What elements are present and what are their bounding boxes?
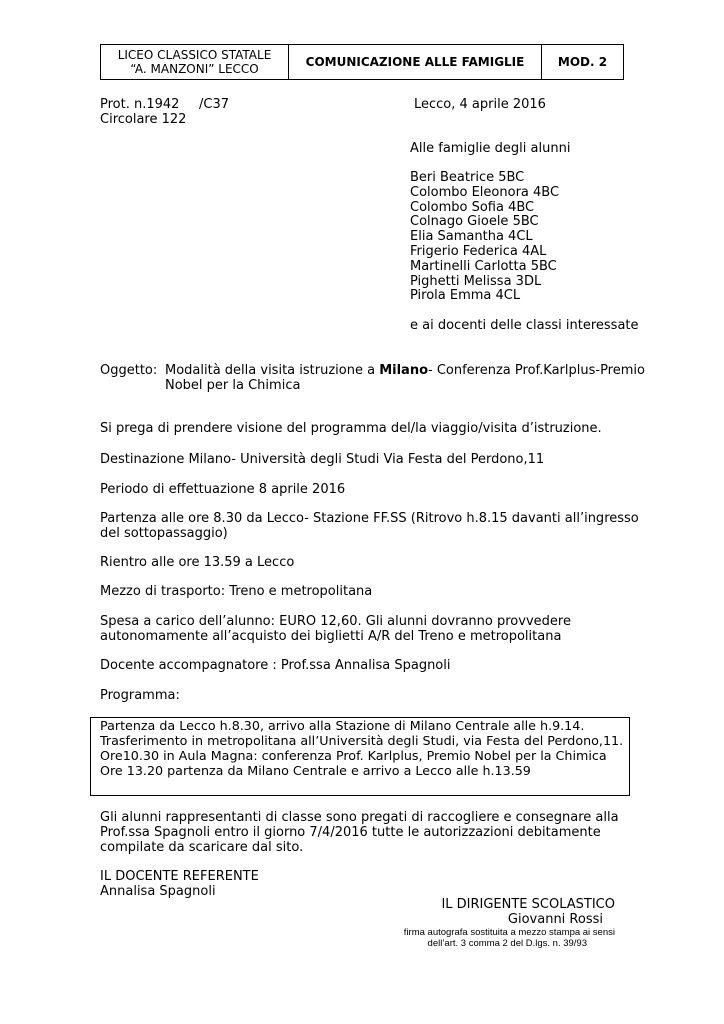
referente-block xyxy=(100,869,630,899)
program-item: Trasferimento in metropolitana all’Università degli Studi, via Festa del Perdono,11. xyxy=(100,733,624,748)
closing-line1: Gli alunni rappresentanti di classe sono pregati di raccogliere e consegnare alla xyxy=(100,810,619,825)
program-box xyxy=(90,717,630,796)
return-line: Rientro alle ore 13.59 a Lecco xyxy=(100,555,295,570)
program-label: Programma: xyxy=(100,688,180,703)
list-item: Colombo Eleonora 4BC xyxy=(410,184,560,200)
referente-name: Annalisa Spagnoli xyxy=(100,884,216,899)
list-item: Colnago Gioele 5BC xyxy=(410,214,539,230)
list-item: Beri Beatrice 5BC xyxy=(410,170,525,185)
program-item: Ore10.30 in Aula Magna: conferenza Prof. Karlplus, Premio Nobel per la Chimica xyxy=(100,748,607,763)
document-header-table xyxy=(100,44,624,80)
recipients-intro: Alle famiglie degli alunni xyxy=(410,141,571,156)
student-list xyxy=(410,171,559,304)
list-item: Elia Samantha 4CL xyxy=(410,229,533,245)
cost-line2: autonomamente all’acquisto dei biglietti A/R del Treno e metropolitana xyxy=(100,629,562,644)
referente-title: IL DOCENTE REFERENTE xyxy=(100,869,259,884)
departure-line1: Partenza alle ore 8.30 da Lecco- Stazione FF.SS (Ritrovo h.8.15 davanti all’ingresso xyxy=(100,511,639,526)
list-item: Pighetti Melissa 3DL xyxy=(410,273,542,289)
subject-text-part1: Modalità della visita istruzione a xyxy=(165,363,380,378)
school-name-cell xyxy=(101,45,289,79)
dirigente-name: Giovanni Rossi xyxy=(507,912,603,927)
school-name-line2: “A. MANZONI” LECCO xyxy=(130,62,259,76)
destination-line: Destinazione Milano- Università degli Studi Via Festa del Perdono,11 xyxy=(100,452,545,467)
subject-destination: Milano xyxy=(379,363,429,378)
list-item: Colombo Sofia 4BC xyxy=(410,199,535,215)
list-item: Martinelli Carlotta 5BC xyxy=(410,258,557,274)
subject-text-line2: Nobel per la Chimica xyxy=(165,378,301,393)
protocol-number: Prot. n.1942 xyxy=(100,97,180,112)
signature-note-line2: dell’art. 3 comma 2 del D.lgs. n. 39/93 xyxy=(427,938,587,949)
place-date: Lecco, 4 aprile 2016 xyxy=(414,97,546,112)
closing-line3: compilate da scaricare dal sito. xyxy=(100,840,304,855)
subject-text-part2: - Conferenza Prof.Karlplus-Premio xyxy=(428,363,645,378)
closing-line2: Prof.ssa Spagnoli entro il giorno 7/4/2016 tutte le autorizzazioni debitamente xyxy=(100,825,601,840)
departure-line2: del sottopassaggio) xyxy=(100,526,228,541)
module-cell: MOD. 2 xyxy=(557,55,608,69)
transport-line: Mezzo di trasporto: Treno e metropolitana xyxy=(100,584,373,599)
subject-label: Oggetto: xyxy=(100,363,158,378)
document-type-cell: COMUNICAZIONE ALLE FAMIGLIE xyxy=(289,45,542,79)
period-line: Periodo di effettuazione 8 aprile 2016 xyxy=(100,482,346,497)
intro-paragraph: Si prega di prendere visione del programma del/la viaggio/visita d’istruzione. xyxy=(100,421,602,436)
cost-line1: Spesa a carico dell’alunno: EURO 12,60. Gli alunni dovranno provvedere xyxy=(100,614,571,629)
cost-paragraph xyxy=(100,614,630,644)
program-item: Ore 13.20 partenza da Milano Centrale e arrivo a Lecco alle h.13.59 xyxy=(100,763,531,778)
closing-paragraph xyxy=(100,810,630,855)
teacher-line: Docente accompagnatore : Prof.ssa Annalisa Spagnoli xyxy=(100,658,451,673)
dirigente-title: IL DIRIGENTE SCOLASTICO xyxy=(441,897,615,912)
list-item: Pirola Emma 4CL xyxy=(410,288,521,304)
school-name-line1: LICEO CLASSICO STATALE xyxy=(117,48,272,62)
list-item: Frigerio Federica 4AL xyxy=(410,243,547,259)
departure-paragraph xyxy=(100,511,639,541)
protocol-code: /C37 xyxy=(199,97,229,112)
program-item: Partenza da Lecco h.8.30, arrivo alla Stazione di Milano Centrale alle h.9.14. xyxy=(100,718,585,733)
dirigente-block xyxy=(395,897,615,949)
circolare-number: Circolare 122 xyxy=(100,112,187,127)
recipients-teachers: e ai docenti delle classi interessate xyxy=(410,318,639,333)
signature-note-line1: firma autografa sostituita a mezzo stampa ai sensi xyxy=(403,927,615,938)
subject-text xyxy=(165,363,645,393)
